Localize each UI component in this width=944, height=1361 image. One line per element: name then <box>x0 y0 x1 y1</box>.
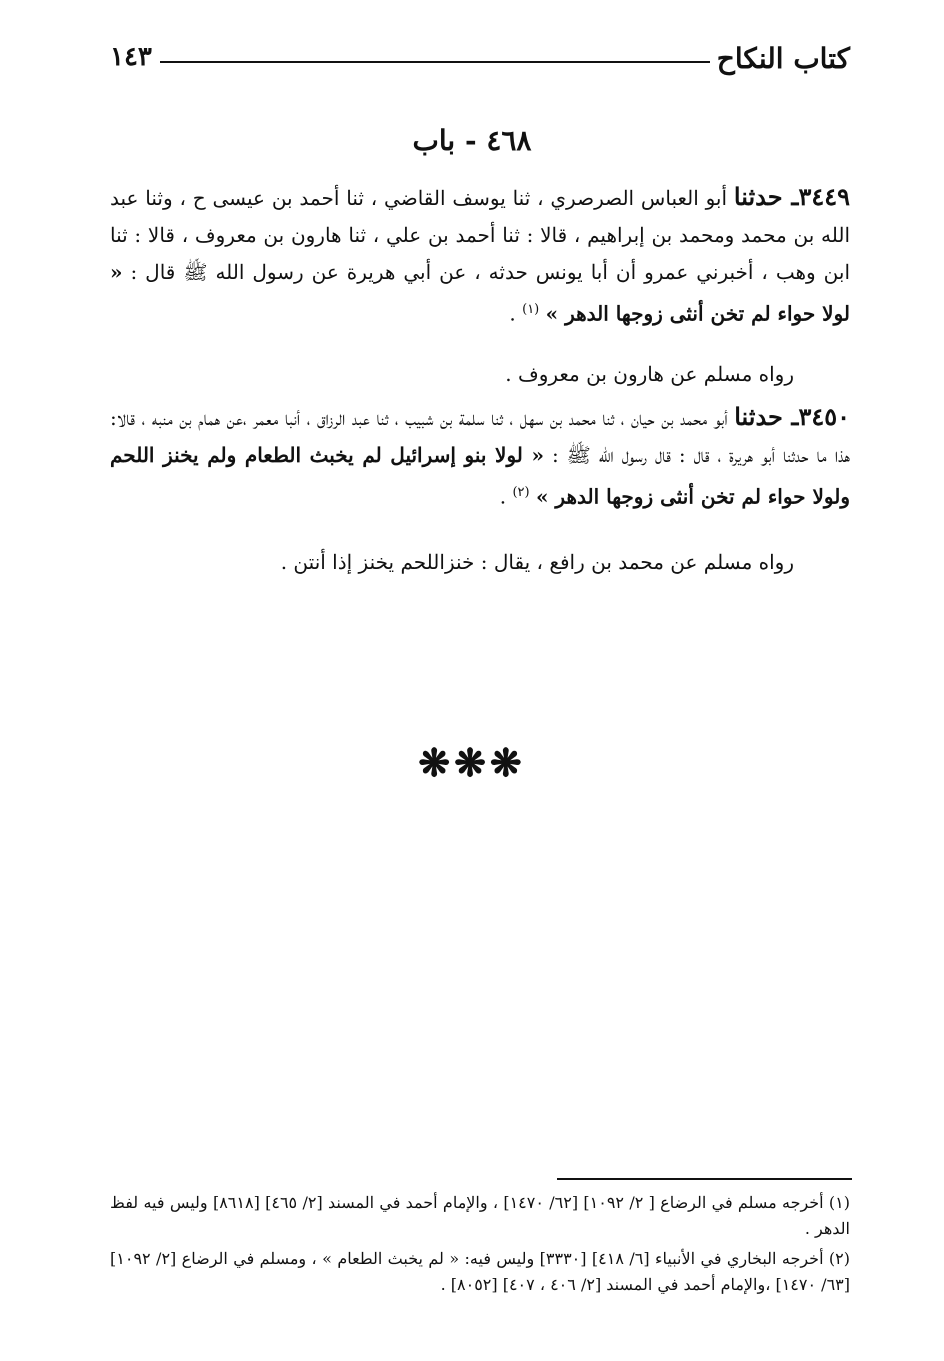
narration-note: رواه مسلم عن محمد بن رافع ، يقال : خنزاللحم يخنز إذا أنتن . <box>280 550 794 574</box>
footnote-rule <box>557 1178 852 1180</box>
hadith-3449 <box>110 178 850 333</box>
footnote-reference: (١) <box>522 302 540 317</box>
section-separator: ❋❋❋ <box>418 740 526 785</box>
page-header <box>110 40 850 88</box>
hadith-end: . <box>499 484 507 509</box>
hadith-quote: « لولا حواء لم تخن أنثى زوجها الدهر » <box>110 260 850 326</box>
hadith-3450 <box>110 398 850 516</box>
footnotes <box>110 1190 850 1302</box>
hadith-end: . <box>509 301 516 326</box>
hadith-isnad-text: أبو محمد بن حيان ، ثنا محمد بن سهل ، ثنا سلمة بن شبيب ، ثنا عبد الرزاق ، أنبا معمر ،عن همام بن منبه ، قالا: هذا ما حدثنا أبو هريرة ، قال : قال رسول الله ﷺ : <box>110 406 851 467</box>
hadith-number: ٣٤٤٩ـ حدثنا <box>733 182 850 211</box>
running-title: كتاب النكاح <box>716 42 850 75</box>
hadith-isnad-text: أبو العباس الصرصري ، ثنا يوسف القاضي ، ثنا أحمد بن عيسى ح ، وثنا عبد الله بن محمد ومحمد بن إبراهيم ، قالا : ثنا أحمد بن علي ، ثنا هارون بن معروف ، قالا : ثنا ابن وهب ، أخبرني عمرو أن أبا يونس حدثه ، عن أبي هريرة عن رسول الله ﷺ قال : <box>110 186 851 284</box>
page-number: ١٤٣ <box>110 42 152 72</box>
hadith-quote: « لولا بنو إسرائيل لم يخبث الطعام ولم يخنز اللحم ولولا حواء لم تخن أنثى زوجها الدهر » <box>110 443 850 509</box>
chapter-heading: ٤٦٨ - باب <box>412 124 532 157</box>
hadith-number: ٣٤٥٠ـ حدثنا <box>734 402 850 431</box>
footnote-1: (١) أخرجه مسلم في الرضاع [ ٢/ ١٠٩٢] [٦٢/ ١٤٧٠] ، والإمام أحمد في المسند [٢/ ٤٦٥] [٨٦١٨] وليس فيه لفظ الدهر . <box>110 1193 851 1238</box>
footnote-2: (٢) أخرجه البخاري في الأنبياء [٦/ ٤١٨] [٣٣٣٠] وليس فيه: « لم يخبث الطعام » ، ومسلم في الرضاع [٢/ ١٠٩٢] [٦٣/ ١٤٧٠] ،والإمام أحمد في المسند [٢/ ٤٠٦ ، ٤٠٧] [٨٠٥٢] . <box>110 1249 851 1294</box>
footnote-reference: (٢) <box>512 485 530 500</box>
narration-note: رواه مسلم عن هارون بن معروف . <box>505 362 794 386</box>
header-rule <box>160 61 710 63</box>
